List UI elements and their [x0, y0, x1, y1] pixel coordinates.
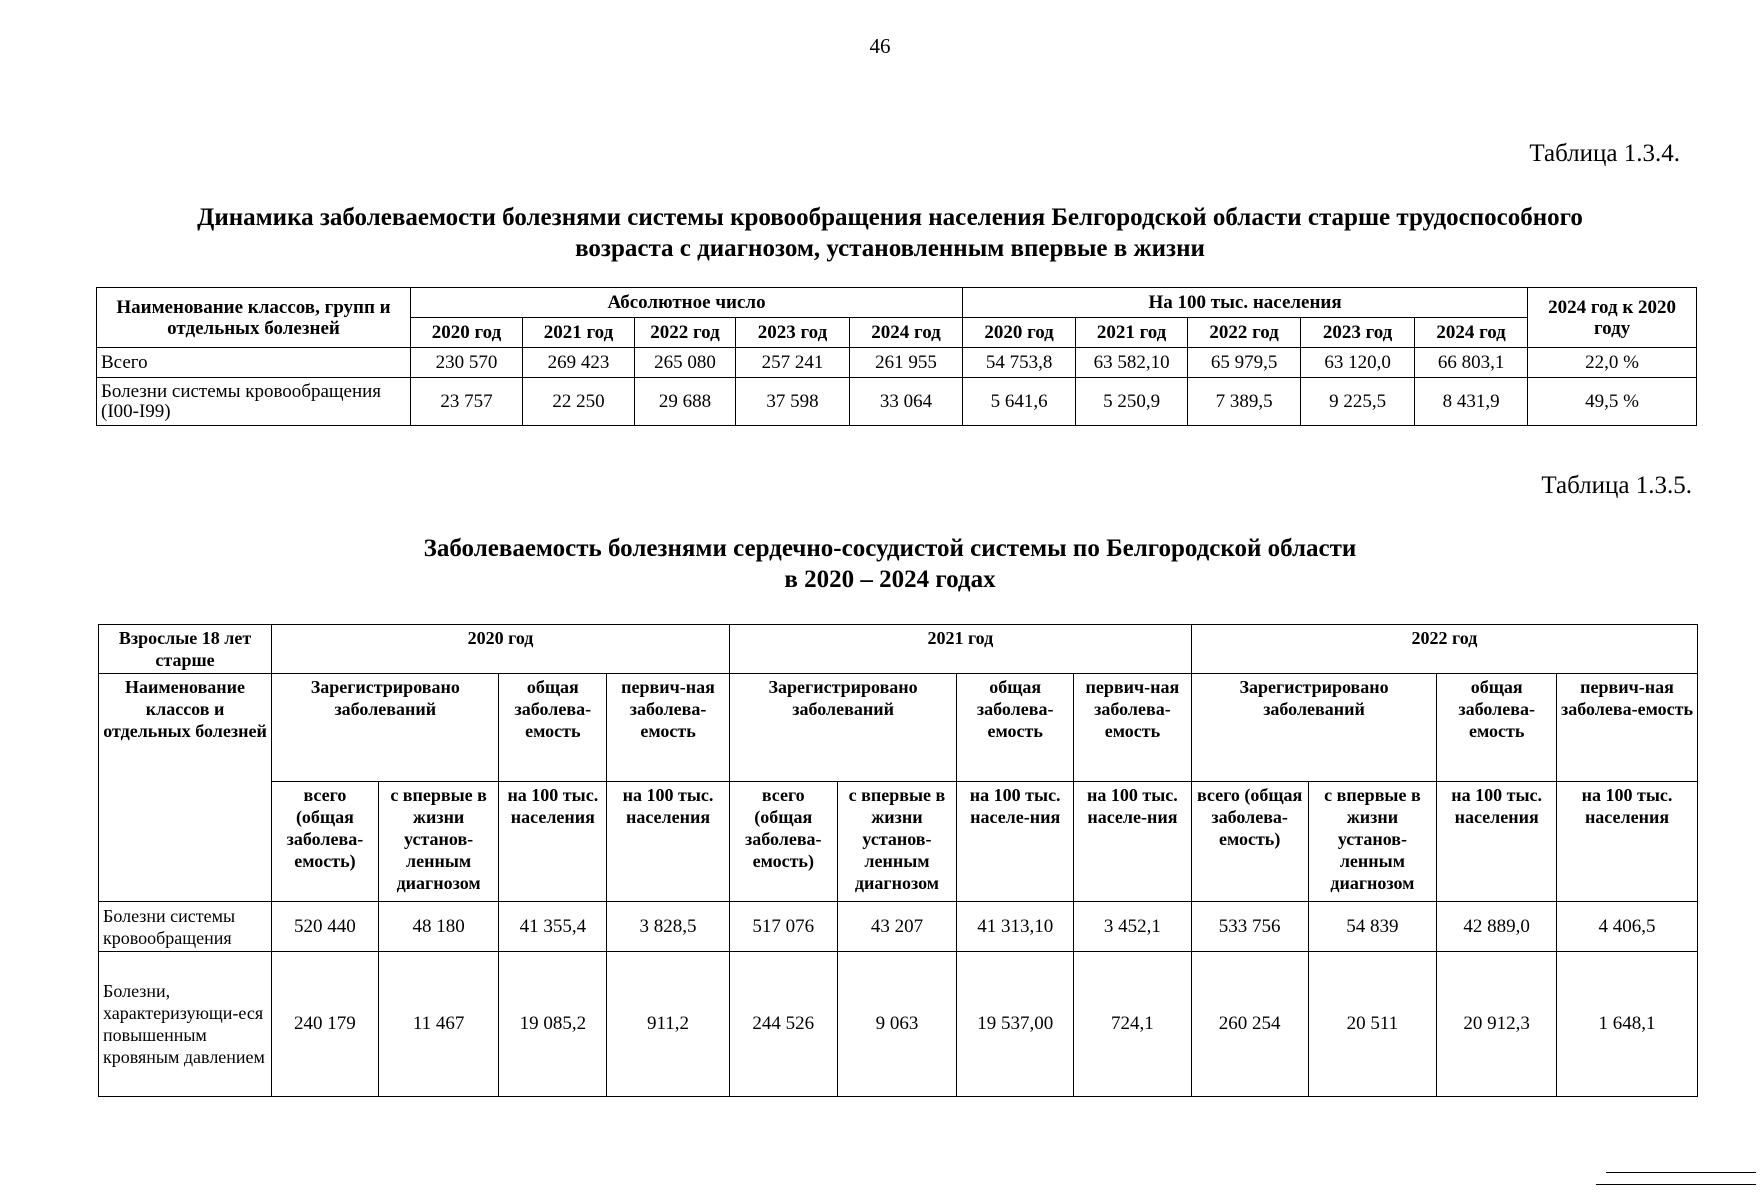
cell: 533 756 [1191, 902, 1308, 952]
cell: 8 431,9 [1415, 378, 1528, 426]
morbidity-dynamics-table [96, 287, 1697, 426]
table-2-year-header: 2020 год [272, 625, 730, 674]
table-1-year-header: 2021 год [1076, 318, 1188, 348]
table-1-year-header: 2022 год [635, 318, 736, 348]
table-1-year-header: 2023 год [736, 318, 850, 348]
registered-header: Зарегистрировано заболеваний [272, 674, 499, 782]
sub-header: всего (общая заболева-емость) [729, 782, 837, 902]
table-2-year-header: 2021 год [729, 625, 1191, 674]
cell: 265 080 [635, 348, 736, 378]
adults-header: Взрослые 18 лет старше [99, 625, 272, 674]
scan-edge-line [1596, 1184, 1756, 1185]
table-2-year-header: 2022 год [1191, 625, 1697, 674]
cell: 3 828,5 [607, 902, 730, 952]
cell: 20 912,3 [1437, 952, 1557, 1097]
cell: 230 570 [411, 348, 523, 378]
table-1-year-header: 2021 год [523, 318, 635, 348]
cell: 9 063 [837, 952, 957, 1097]
general-morbidity-header: общая заболева-емость [499, 674, 607, 782]
page-number: 46 [869, 34, 891, 58]
sub-header: всего (общая заболева-емость) [1191, 782, 1308, 902]
cell: 23 757 [411, 378, 523, 426]
table-2-header-row-2 [99, 674, 1698, 782]
table-1-name-header: Наименование классов, групп и отдельных болезней [97, 288, 411, 348]
cell: 3 452,1 [1074, 902, 1192, 952]
sub-header: с впервые в жизни установ-ленным диагнозом [1308, 782, 1437, 902]
sub-header: на 100 тыс. населе-ния [957, 782, 1074, 902]
table-1-change-header: 2024 год к 2020 году [1528, 288, 1697, 348]
cell: 42 889,0 [1437, 902, 1557, 952]
cell: 48 180 [378, 902, 499, 952]
cell: 7 389,5 [1188, 378, 1301, 426]
cell: 66 803,1 [1415, 348, 1528, 378]
table-2-title [120, 533, 1660, 595]
cell: 269 423 [523, 348, 635, 378]
cell: 19 537,00 [957, 952, 1074, 1097]
cell: 240 179 [272, 952, 379, 1097]
cell: 41 313,10 [957, 902, 1074, 952]
table-1-year-header: 2020 год [963, 318, 1076, 348]
table-1-year-header: 2024 год [850, 318, 963, 348]
cell: 11 467 [378, 952, 499, 1097]
table-1-title [120, 202, 1660, 264]
primary-morbidity-header: первич-ная заболева-емость [607, 674, 730, 782]
table-row [99, 902, 1698, 952]
cardiovascular-morbidity-table [98, 624, 1698, 1097]
cell: 33 064 [850, 378, 963, 426]
cell: 4 406,5 [1557, 902, 1698, 952]
scan-edge-line [1606, 1172, 1756, 1173]
table-row [99, 952, 1698, 1097]
sub-header: на 100 тыс. населения [1557, 782, 1698, 902]
sub-header: на 100 тыс. населе-ния [1074, 782, 1192, 902]
cell: 22 250 [523, 378, 635, 426]
cell: 244 526 [729, 952, 837, 1097]
table-row [97, 378, 1697, 426]
table-2-label: Таблица 1.3.5. [1541, 472, 1692, 499]
cell: 37 598 [736, 378, 850, 426]
cell: 257 241 [736, 348, 850, 378]
sub-header: с впервые в жизни установ-ленным диагнозом [378, 782, 499, 902]
cell: 911,2 [607, 952, 730, 1097]
table-1-year-header: 2024 год [1415, 318, 1528, 348]
general-morbidity-header: общая заболева-емость [957, 674, 1074, 782]
cell: 54 753,8 [963, 348, 1076, 378]
cell: 22,0 % [1528, 348, 1697, 378]
table-2-header-row-3 [99, 782, 1698, 902]
cell: 517 076 [729, 902, 837, 952]
table-2-title-line2: в 2020 – 2024 годах [784, 566, 996, 593]
cell: 1 648,1 [1557, 952, 1698, 1097]
sub-header: всего (общая заболева-емость) [272, 782, 379, 902]
table-1-year-header: 2023 год [1301, 318, 1415, 348]
general-morbidity-header: общая заболева-емость [1437, 674, 1557, 782]
row-name: Болезни, характеризующи-еся повышенным кровяным давлением [99, 952, 272, 1097]
cell: 20 511 [1308, 952, 1437, 1097]
table-1-title-line1: Динамика заболеваемости болезнями системы кровообращения населения Белгородской области старше трудоспособного [197, 204, 1583, 231]
primary-morbidity-header: первич-ная заболева-емость [1074, 674, 1192, 782]
cell: 49,5 % [1528, 378, 1697, 426]
table-1-year-header: 2020 год [411, 318, 523, 348]
table-2-title-line1: Заболеваемость болезнями сердечно-сосудистой системы по Белгородской области [423, 535, 1357, 562]
cell: 65 979,5 [1188, 348, 1301, 378]
table-1-abs-group-header: Абсолютное число [411, 288, 963, 318]
cell: 41 355,4 [499, 902, 607, 952]
cell: 19 085,2 [499, 952, 607, 1097]
table-1-label: Таблица 1.3.4. [1529, 140, 1680, 167]
sub-header: на 100 тыс. населения [607, 782, 730, 902]
row-name: Болезни системы кровообращения [99, 902, 272, 952]
cell: 9 225,5 [1301, 378, 1415, 426]
sub-header: на 100 тыс. населения [499, 782, 607, 902]
cell: 260 254 [1191, 952, 1308, 1097]
registered-header: Зарегистрировано заболеваний [1191, 674, 1437, 782]
sub-header: с впервые в жизни установ-ленным диагнозом [837, 782, 957, 902]
cell: 5 250,9 [1076, 378, 1188, 426]
cell: 43 207 [837, 902, 957, 952]
table-2-header-row-1 [99, 625, 1698, 674]
cell: 520 440 [272, 902, 379, 952]
row-name: Всего [97, 348, 411, 378]
table-1-year-header: 2022 год [1188, 318, 1301, 348]
table-row [97, 348, 1697, 378]
cell: 63 120,0 [1301, 348, 1415, 378]
cell: 261 955 [850, 348, 963, 378]
cell: 54 839 [1308, 902, 1437, 952]
cell: 5 641,6 [963, 378, 1076, 426]
cell: 63 582,10 [1076, 348, 1188, 378]
registered-header: Зарегистрировано заболеваний [729, 674, 956, 782]
table-2-name-header: Наименование классов и отдельных болезней [99, 674, 272, 902]
cell: 29 688 [635, 378, 736, 426]
table-1-per100k-group-header: На 100 тыс. населения [963, 288, 1528, 318]
row-name: Болезни системы кровообращения (I00-I99) [97, 378, 411, 426]
primary-morbidity-header: первич-ная заболева-емость [1557, 674, 1698, 782]
sub-header: на 100 тыс. населения [1437, 782, 1557, 902]
table-1-title-line2: возраста с диагнозом, установленным впервые в жизни [575, 235, 1205, 262]
table-1-header-row-1 [97, 288, 1697, 318]
cell: 724,1 [1074, 952, 1192, 1097]
